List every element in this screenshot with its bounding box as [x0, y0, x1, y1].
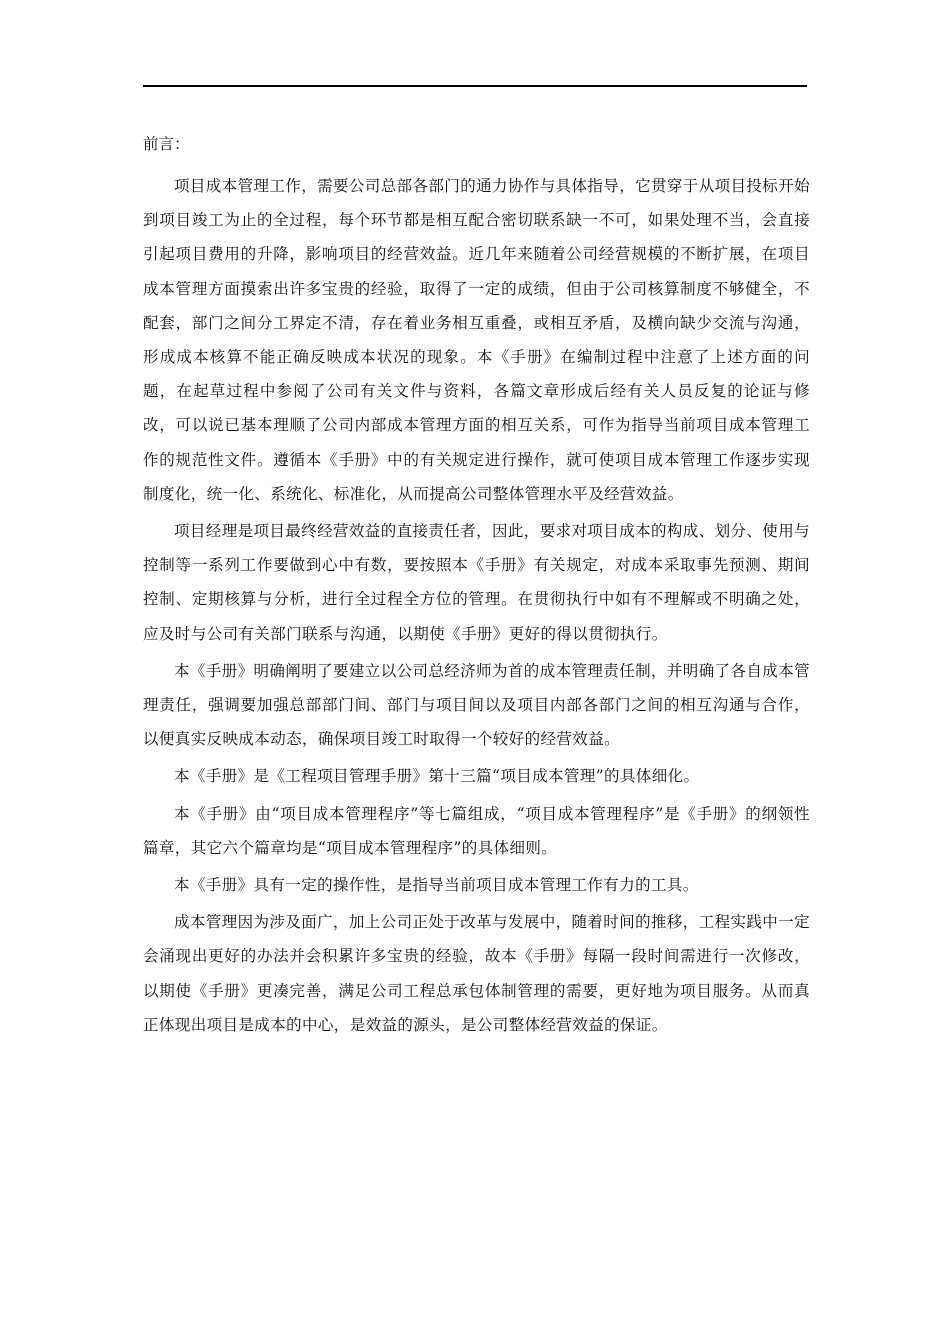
preface-title: 前言： [143, 135, 190, 153]
paragraph-6: 本《手册》具有一定的操作性，是指导当前项目成本管理工作有力的工具。 [174, 876, 699, 895]
paragraph-3: 本《手册》明确阐明了要建立以公司总经济师为首的成本管理责任制，并明确了各自成本管理责任，强调要加强总部部门间、部门与项目间以及项目内部各部门之间的相互沟通与合作，以便真实反映成本动态，确保项目竣工时取得一个较好的经营效益。 [143, 661, 811, 749]
paragraph-4: 本《手册》是《工程项目管理手册》第十三篇“项目成本管理”的具体细化。 [174, 767, 700, 786]
header-rule [143, 85, 807, 87]
paragraph-2: 项目经理是项目最终经营效益的直接责任者，因此，要求对项目成本的构成、划分、使用与控制等一系列工作要做到心中有数，要按照本《手册》有关规定，对成本采取事先预测、期间控制、定期核算与分析，进行全过程全方位的管理。在贯彻执行中如有不理解或不明确之处，应及时与公司有关部门联系与沟通，以期使《手册》更好的得以贯彻执行。 [143, 522, 811, 643]
paragraph-5: 本《手册》由“项目成本管理程序”等七篇组成，“项目成本管理程序”是《手册》的纲领性篇章，其它六个篇章均是“项目成本管理程序”的具体细则。 [143, 804, 810, 857]
document-body [143, 127, 810, 1042]
paragraph-7: 成本管理因为涉及面广，加上公司正处于改革与发展中，随着时间的推移，工程实践中一定会涌现出更好的办法并会积累许多宝贵的经验，故本《手册》每隔一段时间需进行一次修改，以期使《手册》更凑完善，满足公司工程总承包体制管理的需要，更好地为项目服务。从而真正体现出项目是成本的中心，是效益的源头，是公司整体经营效益的保证。 [143, 913, 811, 1034]
paragraph-1: 项目成本管理工作，需要公司总部各部门的通力协作与具体指导，它贯穿于从项目投标开始到项目竣工为止的全过程，每个环节都是相互配合密切联系缺一不可，如果处理不当，会直接引起项目费用的升降，影响项目的经营效益。近几年来随着公司经营规模的不断扩展，在项目成本管理方面摸索出许多宝贵的经验，取得了一定的成绩，但由于公司核算制度不够健全，不配套，部门之间分工界定不清，存在着业务相互重叠，或相互矛盾，及横向缺少交流与沟通，形成成本核算不能正确反映成本状况的现象。本《手册》在编制过程中注意了上述方面的问题，在起草过程中参阅了公司有关文件与资料，各篇文章形成后经有关人员反复的论证与修改，可以说已基本理顺了公司内部成本管理方面的相互关系，可作为指导当前项目成本管理工作的规范性文件。遵循本《手册》中的有关规定进行操作，就可使项目成本管理工作逐步实现制度化，统一化、系统化、标准化，从而提高公司整体管理水平及经营效益。 [143, 177, 811, 503]
